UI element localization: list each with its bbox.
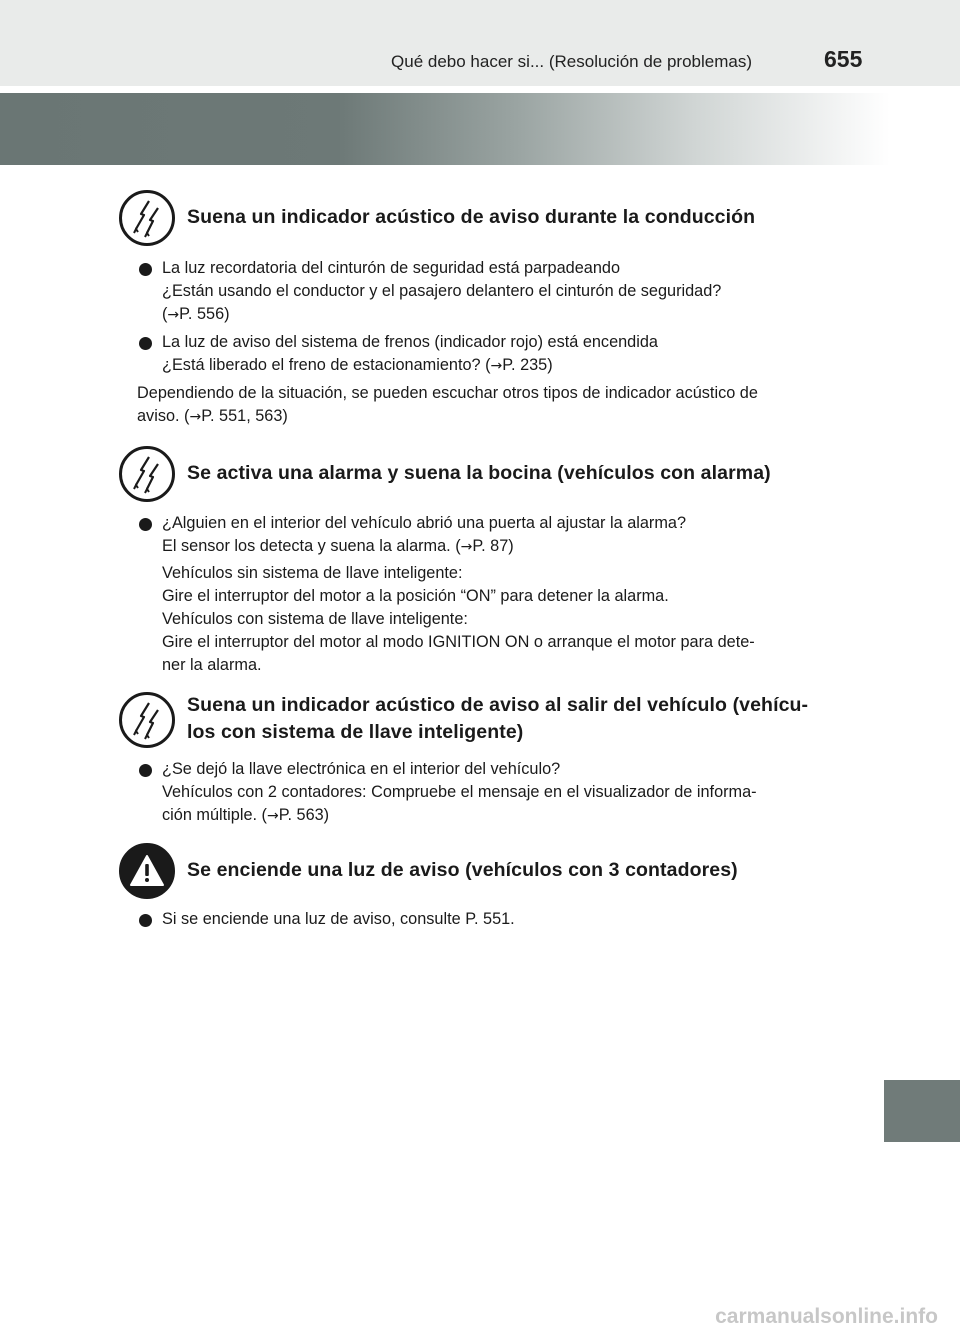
section-title: Suena un indicador acústico de aviso durante la conducción [187, 206, 756, 228]
item-line: ¿Están usando el conductor y el pasajero delantero el cinturón de seguridad? [162, 282, 722, 300]
exclamation-icon [119, 843, 175, 899]
section-title: los con sistema de llave inteligente) [187, 721, 524, 743]
page-reference: ción múltiple. (→P. 563) [162, 806, 330, 824]
detail-line: Vehículos con sistema de llave inteligente: [162, 610, 468, 628]
section-title: Suena un indicador acústico de aviso al salir del vehículo (vehícu- [187, 694, 809, 716]
bullet-icon [139, 764, 152, 777]
detail-line: Vehículos sin sistema de llave inteligente: [162, 564, 463, 582]
item-line: ¿Se dejó la llave electrónica en el interior del vehículo? [162, 760, 561, 778]
warning-lines-icon [119, 446, 175, 502]
header-gradient-bar [0, 93, 890, 165]
item-line: La luz de aviso del sistema de frenos (indicador rojo) está encendida [162, 333, 658, 351]
note-line: Dependiendo de la situación, se pueden escuchar otros tipos de indicador acústico de [137, 384, 758, 402]
warning-lines-icon [119, 692, 175, 748]
item-line: Si se enciende una luz de aviso, consulte P. 551. [162, 910, 515, 928]
header-strip [0, 0, 960, 86]
page-reference: ¿Está liberado el freno de estacionamiento? (→P. 235) [162, 356, 553, 374]
item-line: La luz recordatoria del cinturón de seguridad está parpadeando [162, 259, 620, 277]
item-line: ¿Alguien en el interior del vehículo abrió una puerta al ajustar la alarma? [162, 514, 687, 532]
page-reference: El sensor los detecta y suena la alarma. (→P. 87) [162, 537, 514, 555]
section-title: Se activa una alarma y suena la bocina (vehículos con alarma) [187, 462, 771, 484]
chapter-tab [884, 1080, 960, 1142]
watermark: carmanualsonline.info [715, 1305, 938, 1328]
detail-line: Gire el interruptor del motor a la posición “ON” para detener la alarma. [162, 587, 669, 605]
bullet-icon [139, 518, 152, 531]
detail-line: Gire el interruptor del motor al modo IGNITION ON o arranque el motor para dete- [162, 633, 755, 651]
item-line: Vehículos con 2 contadores: Compruebe el mensaje en el visualizador de informa- [162, 783, 757, 801]
bullet-icon [139, 263, 152, 276]
bullet-icon [139, 914, 152, 927]
warning-lines-icon [119, 190, 175, 246]
page-number: 655 [824, 46, 863, 72]
section-title: Se enciende una luz de aviso (vehículos con 3 contadores) [187, 859, 738, 881]
page-reference: (→P. 556) [162, 305, 230, 323]
running-header: Qué debo hacer si... (Resolución de problemas) [391, 52, 752, 71]
detail-line: ner la alarma. [162, 656, 262, 674]
page-reference: aviso. (→P. 551, 563) [137, 407, 288, 425]
bullet-icon [139, 337, 152, 350]
